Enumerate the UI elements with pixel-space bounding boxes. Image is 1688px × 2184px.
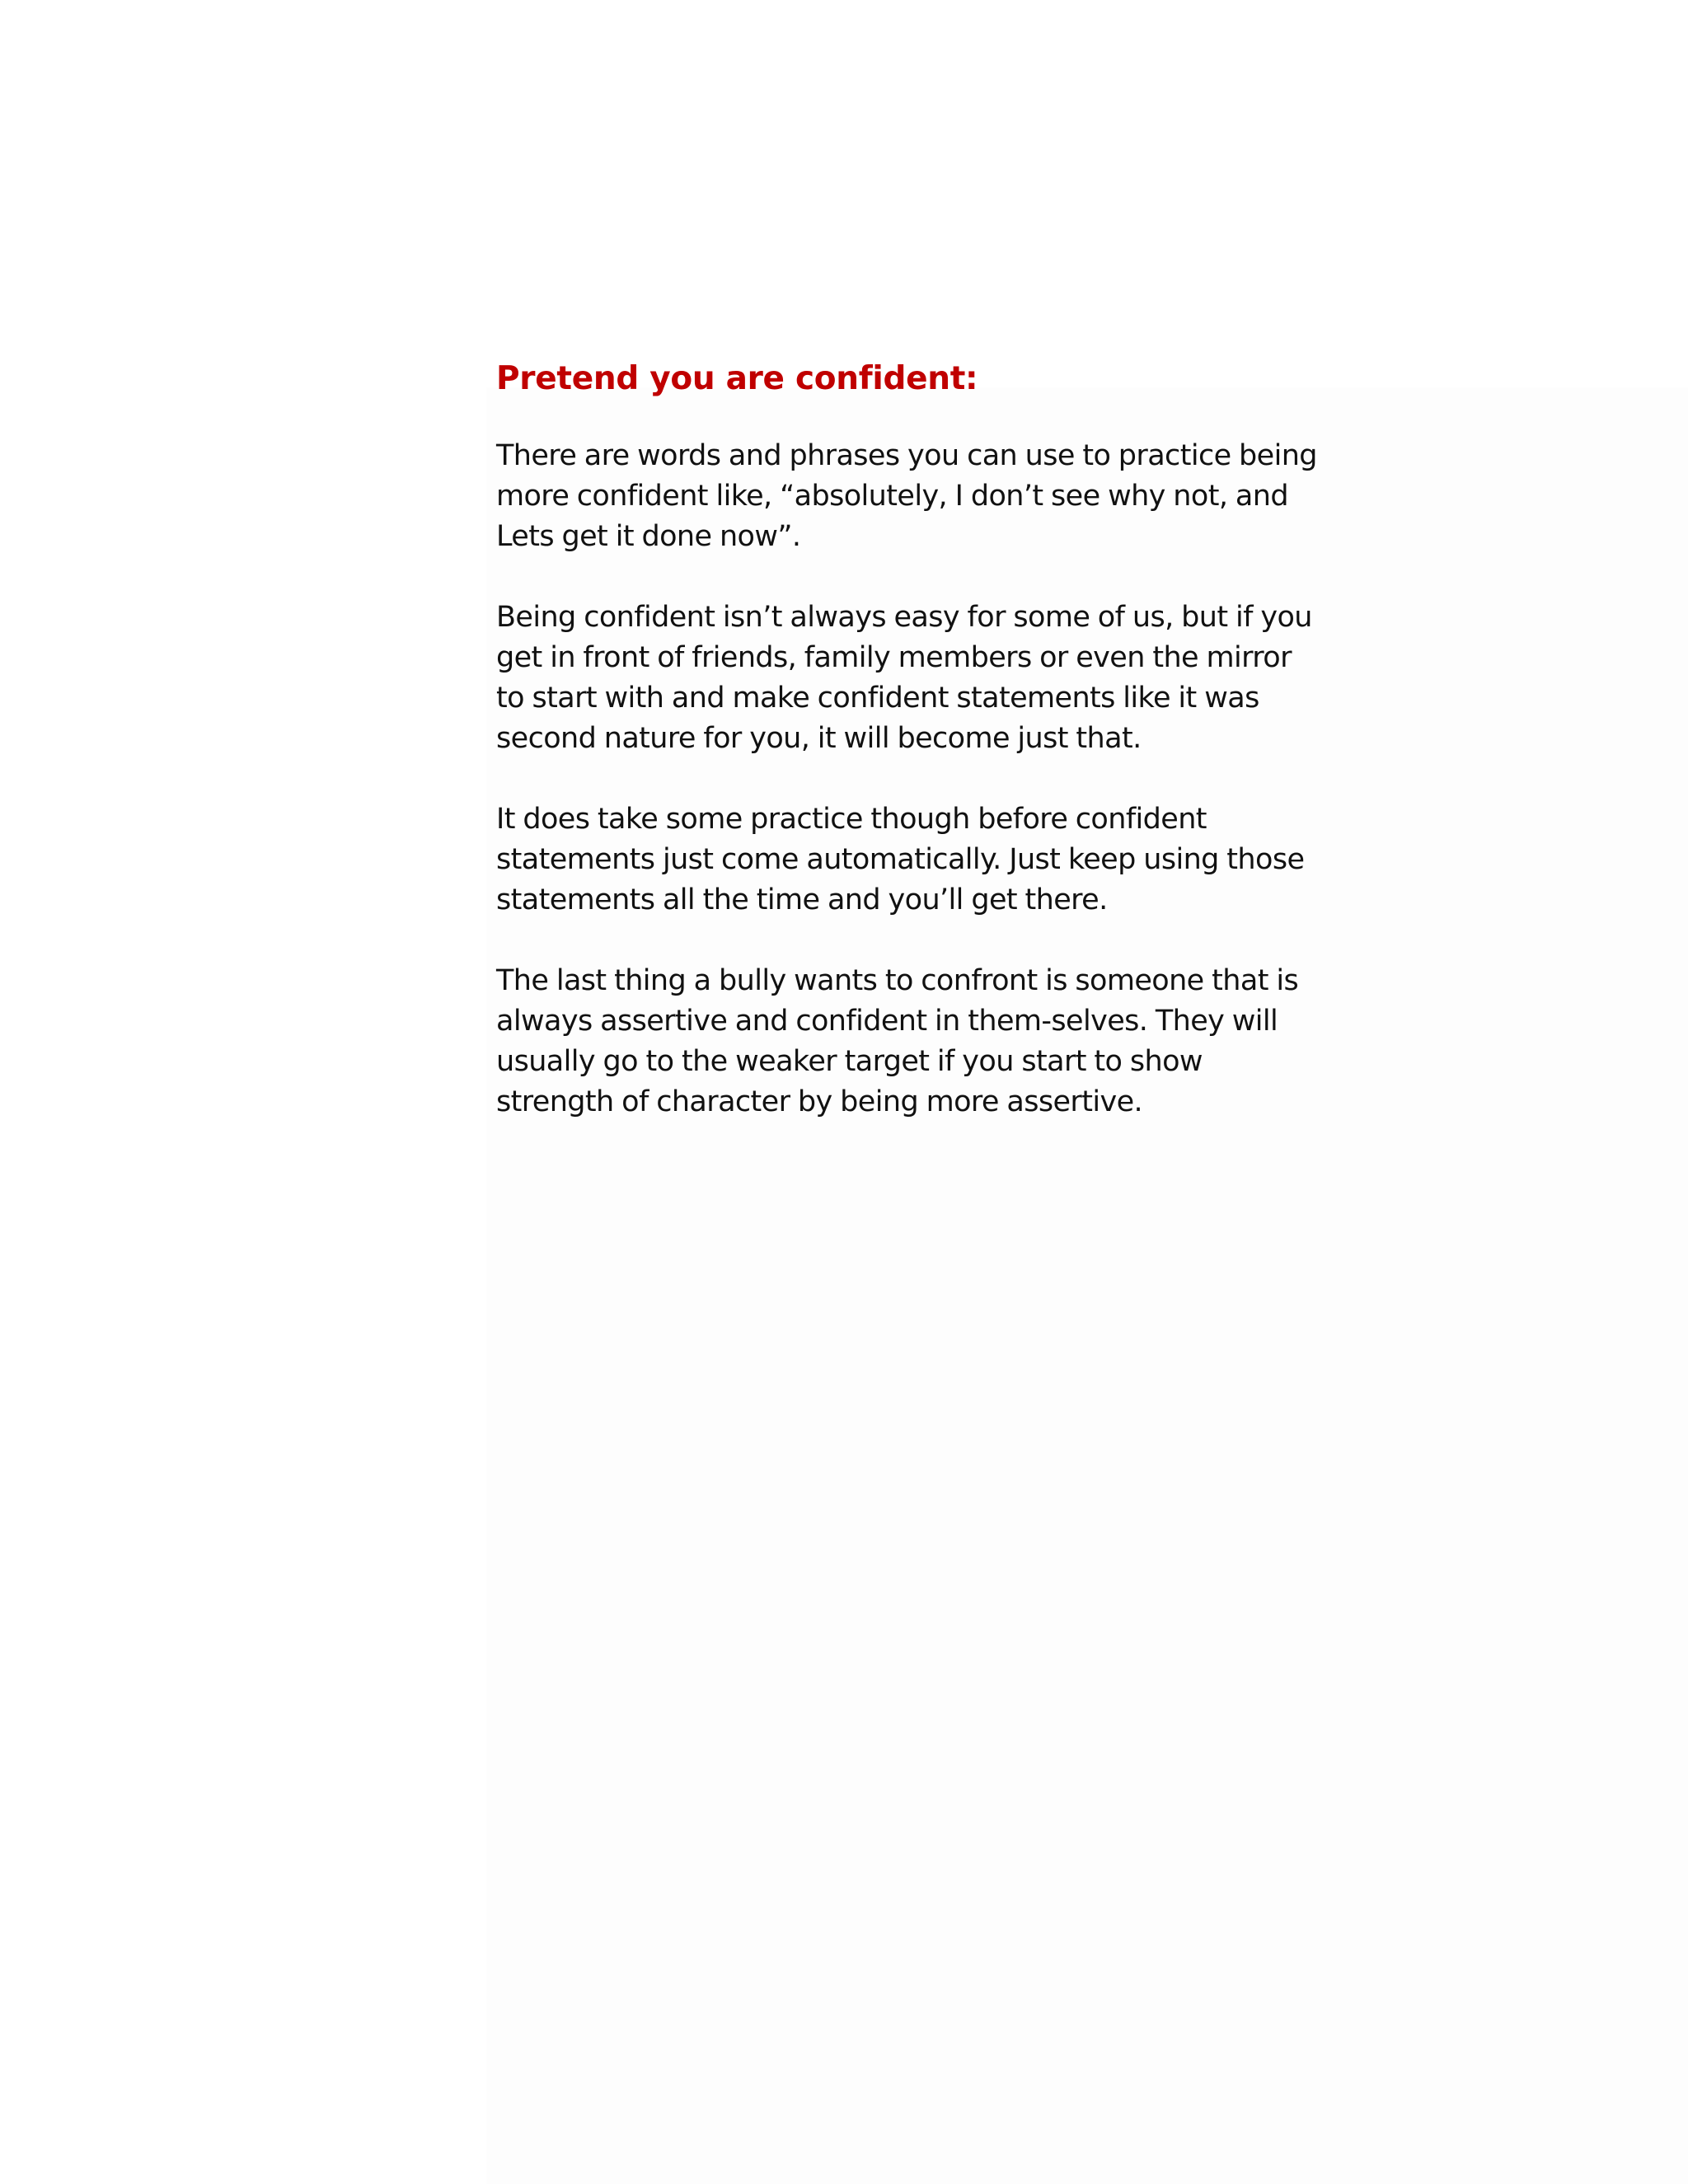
paragraph-2: Being confident isn’t always easy for some of us, but if you get in front of friends, family members or even the mirror to start with and make confident statements like it was second nature for you, it will become just that. xyxy=(496,601,1312,755)
paragraph-4: The last thing a bully wants to confront is someone that is always assertive and confident in them-selves. They will usually go to the weaker target if you start to show strength of character by being more assertive. xyxy=(496,964,1299,1118)
document-body xyxy=(496,354,1320,1122)
section-heading: Pretend you are confident: xyxy=(496,360,978,397)
paragraph-3: It does take some practice though before confident statements just come automatically. Just keep using those statements all the time and you’ll get there. xyxy=(496,803,1305,916)
paragraph-1: There are words and phrases you can use to practice being more confident like, “absolutely, I don’t see why not, and Lets get it done now”. xyxy=(496,439,1317,553)
